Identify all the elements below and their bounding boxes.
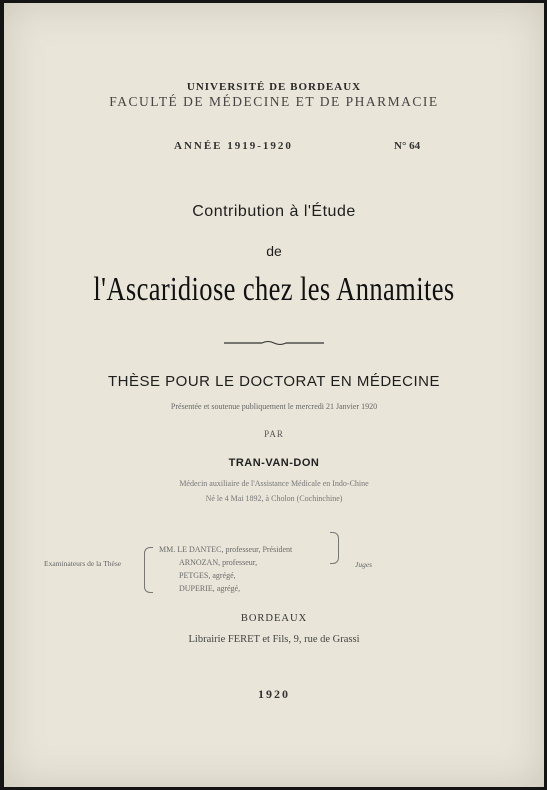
- ornamental-rule: [224, 341, 324, 345]
- thesis-number: N° 64: [394, 140, 421, 152]
- publication-year: 1920: [258, 687, 290, 701]
- thesis-cover-page: [4, 3, 544, 787]
- author-name: TRAN-VAN-DON: [228, 457, 320, 469]
- right-brace: [330, 532, 339, 564]
- title-line-2: de: [266, 243, 282, 259]
- jury-member: DUPERIE, agrégé,: [179, 584, 241, 593]
- jury-role: Juges: [355, 560, 373, 569]
- jury-member: PETGES, agrégé,: [179, 571, 236, 580]
- author-birth: Né le 4 Mai 1892, à Cholon (Cochinchine): [205, 494, 343, 503]
- jury-list: [159, 543, 292, 595]
- academic-year: ANNÉE 1919-1920: [174, 140, 293, 152]
- author-affiliation: Médecin auxiliaire de l'Assistance Médicale en Indo-Chine: [179, 479, 369, 488]
- faculty-name: FACULTÉ DE MÉDECINE ET DE PHARMACIE: [109, 94, 439, 109]
- publisher-name: Librairie FERET et Fils, 9, rue de Grassi: [188, 634, 360, 645]
- jury-member: ARNOZAN, professeur,: [179, 558, 258, 567]
- title-line-1: Contribution à l'Étude: [192, 203, 356, 220]
- university-name: UNIVERSITÉ DE BORDEAUX: [186, 81, 362, 93]
- thesis-type: THÈSE POUR LE DOCTORAT EN MÉDECINE: [107, 373, 441, 390]
- by-label: PAR: [264, 429, 284, 439]
- presentation-date: Présentée et soutenue publiquement le mercredi 21 Janvier 1920: [170, 402, 378, 411]
- publisher-city: BORDEAUX: [240, 613, 308, 624]
- left-brace: [144, 547, 153, 593]
- main-title: l'Ascaridiose chez les Annamites: [93, 271, 455, 308]
- jury-label: Examinateurs de la Thèse: [44, 559, 122, 568]
- jury-member: MM. LE DANTEC, professeur, Président: [159, 545, 293, 554]
